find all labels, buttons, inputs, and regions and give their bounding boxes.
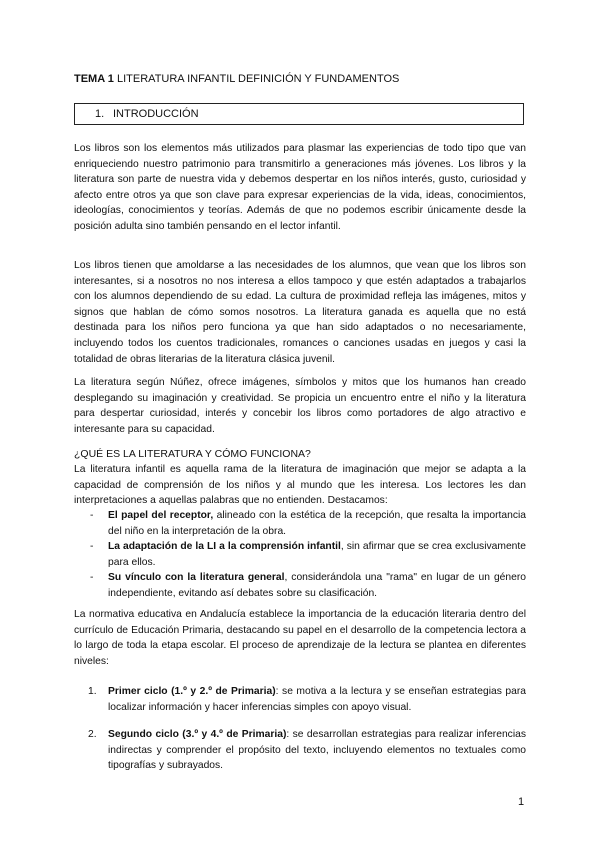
list-item-text: alineado con la estética de la recepción, que resalta la importancia del niño en la interpretación de la obra. [108, 510, 527, 537]
list-item-bold: Primer ciclo (1.º y 2.º de Primaria) [108, 686, 276, 697]
list-item-bold: Su vínculo con la literatura general [108, 572, 285, 584]
list-item [74, 727, 526, 774]
page-number: 1 [518, 796, 525, 808]
list-item-bold: Segundo ciclo (3.º y 4.º de Primaria) [108, 729, 287, 741]
list-dash: - [90, 572, 94, 584]
list-item-text: , considerándola una "rama" en lugar de un género independiente, evitando así debates sobre su clasificación. [108, 572, 527, 599]
highlights-list [74, 508, 526, 602]
section-number: 1. [95, 108, 105, 120]
title-topic-number: TEMA 1 [74, 73, 114, 85]
question-heading: ¿QUÉ ES LA LITERATURA Y CÓMO FUNCIONA? [74, 448, 311, 460]
list-item-bold: El papel del receptor, [108, 510, 214, 521]
list-dash: - [90, 541, 94, 553]
cycles-list [74, 684, 526, 774]
section-heading-box [74, 103, 524, 125]
list-item-text: , sin afirmar que se crea exclusivamente para ellos. [108, 541, 526, 568]
paragraph-intro-2: Los libros tienen que amoldarse a las necesidades de los alumnos, que vean que los libros son interesantes, si a nosotros no nos interesa a ellos tampoco y que estén adaptados a trabajarlos con los alumnos dependiendo de su edad. La cultura de proximidad refleja las imágenes, mitos y signos que hablan de cómo somos nosotros. La literatura ganada es aquella que no está destinada para los niños pero funciona ya que han sido adaptados o no necesariamente, incluyendo todos los cuentos tradicionales, romances o canciones usadas en juegos y casi la totalidad de obras literarias de la literatura clásica juvenil. [74, 260, 526, 365]
document-title [74, 73, 399, 85]
list-dash: - [90, 510, 94, 521]
list-item [74, 539, 526, 570]
paragraph-definition: La literatura infantil es aquella rama de la literatura de imaginación que mejor se adapta a la capacidad de comprensión de los niños y al mundo que les interesa. Los lectores les dan interpretaciones a aquellas palabras que no entienden. Destacamos: [74, 464, 526, 507]
list-item [74, 570, 526, 601]
list-number: 2. [88, 729, 97, 741]
paragraph-intro-3: La literatura según Núñez, ofrece imágenes, símbolos y mitos que los humanos han creado desplegando su imaginación y creatividad. Se propicia un encuentro entre el niño y la literatura para despertar curiosidad, interés y concebir los libros como portadores de algo atractivo e interesante para su capacidad. [74, 377, 526, 435]
list-item-bold: La adaptación de la LI a la comprensión infantil [108, 541, 341, 553]
section-title: INTRODUCCIÓN [113, 108, 199, 120]
list-item [74, 508, 526, 539]
list-item-text: : se desarrollan estrategias para realizar inferencias indirectas y comprender el propósito del texto, incluyendo elementos no textuales como tipografías y subrayados. [108, 729, 526, 772]
paragraph-intro-1: Los libros son los elementos más utilizados para plasmar las experiencias de todo tipo que van enriqueciendo nuestro patrimonio para transmitirlo a generaciones más jóvenes. Los libros y la literatura son parte de nuestra vida y debemos despertar en los niños interés, gusto, curiosidad y afecto entre otros ya que son clave para expresar experiencias de la vida, ideas, conocimientos, ideologías, conocimientos y teorías. Además de que no podemos escribir únicamente desde la posición adulta sino también pensando en el lector infantil. [74, 143, 526, 232]
list-item-text: : se motiva a la lectura y se enseñan estrategias para localizar información y hacer inferencias simples con apoyo visual. [108, 686, 527, 713]
list-number: 1. [88, 686, 97, 697]
paragraph-normativa: La normativa educativa en Andalucía establece la importancia de la educación literaria dentro del currículo de Educación Primaria, destacando su papel en el desarrollo de la competencia lectora a lo largo de toda la etapa escolar. El proceso de aprendizaje de la lectura se plantea en diferentes niveles: [74, 609, 526, 667]
title-topic-name: LITERATURA INFANTIL DEFINICIÓN Y FUNDAMENTOS [113, 73, 400, 85]
list-item [74, 684, 526, 715]
